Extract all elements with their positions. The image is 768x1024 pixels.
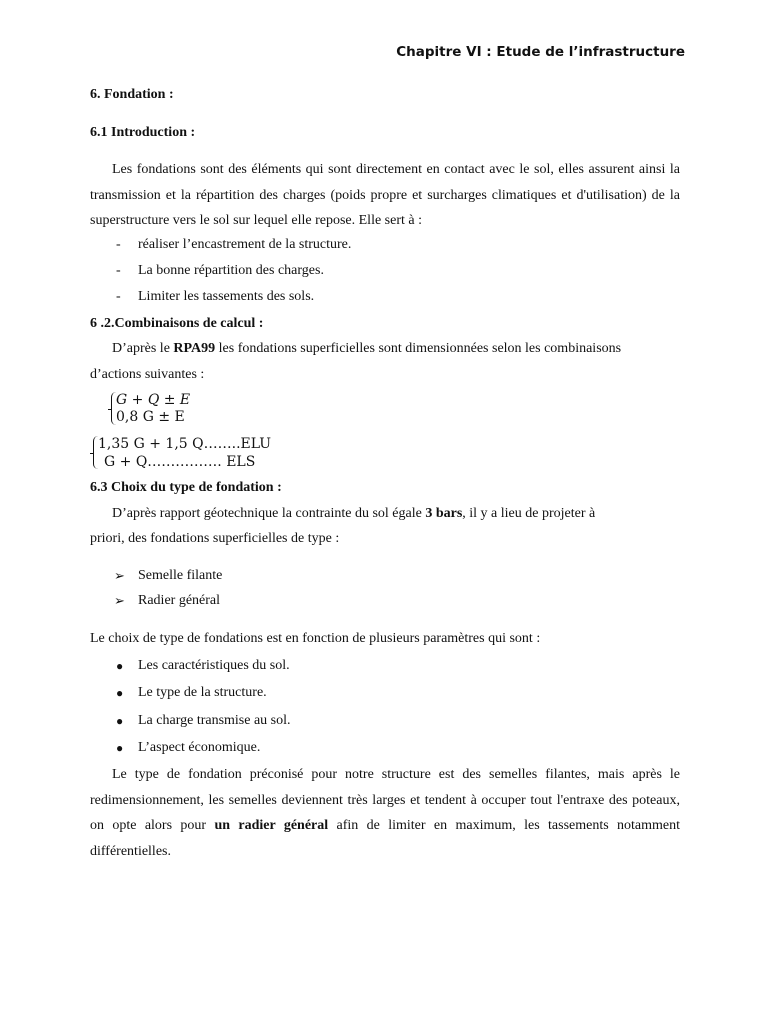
choix-text: , il y a lieu de projeter à bbox=[462, 506, 596, 521]
formula-g-q-e: G + Q ± E bbox=[116, 392, 191, 408]
section-title-fondation: 6. Fondation : bbox=[90, 87, 174, 102]
section-title-introduction: 6.1 Introduction : bbox=[90, 125, 196, 140]
conclusion-text: Le type de fondation préconisé pour notre structure est des semelles filantes, mais après le redimensionnement, les semelles deviennent très larges et tendent à occuper tout l'entraxe des poteaux, on opte alors pour bbox=[90, 767, 680, 833]
list-item-text: Semelle filante bbox=[138, 568, 223, 583]
list-item-text: Radier général bbox=[138, 593, 221, 608]
dash-marker: - bbox=[116, 263, 121, 278]
conclusion-text: afin de limiter en maximum, les tassements notamment différentielles. bbox=[90, 818, 681, 859]
chapter-header: Chapitre VI : Etude de l’infrastructure bbox=[396, 44, 685, 60]
combinaisons-paragraph-line2: d’actions suivantes : bbox=[90, 367, 205, 382]
dash-marker: - bbox=[116, 289, 121, 304]
formula-08g-e: 0,8 G ± E bbox=[116, 409, 185, 425]
arrow-bullet-icon: ➢ bbox=[114, 593, 125, 608]
conclusion-paragraph bbox=[90, 762, 680, 864]
combinaisons-paragraph-line1 bbox=[112, 341, 621, 357]
list-item-text: Le type de la structure. bbox=[138, 685, 267, 700]
list-item-text: L’aspect économique. bbox=[138, 740, 261, 755]
list-item-text: réaliser l’encastrement de la structure. bbox=[138, 237, 352, 252]
soil-stress-value: 3 bars bbox=[425, 506, 463, 521]
bullet-icon: ● bbox=[116, 659, 124, 673]
section-title-choix: 6.3 Choix du type de fondation : bbox=[90, 480, 282, 495]
list-item-text: Les caractéristiques du sol. bbox=[138, 658, 290, 673]
rpa99-reference: RPA99 bbox=[173, 341, 216, 356]
introduction-paragraph: Les fondations sont des éléments qui sont directement en contact avec le sol, elles assurent ainsi la transmission et la répartition des charges (poids propre et surcharges climatiques et d'utilisation) de la superstructure vers le sol sur lequel elle repose. Elle sert à : bbox=[90, 162, 680, 228]
combinaisons-text: les fondations superficielles sont dimensionnées selon les combinaisons bbox=[218, 341, 622, 356]
choix-paragraph-line2: priori, des fondations superficielles de type : bbox=[90, 531, 340, 546]
formula-elu: 1,35 G + 1,5 Q……..ELU bbox=[98, 436, 272, 452]
section-title-combinaisons: 6 .2.Combinaisons de calcul : bbox=[90, 316, 264, 331]
bullet-icon: ● bbox=[116, 714, 124, 728]
bullet-icon: ● bbox=[116, 741, 124, 755]
list-item-text: La bonne répartition des charges. bbox=[138, 263, 324, 278]
dash-marker: - bbox=[116, 237, 121, 252]
formula-els: G + Q……………. ELS bbox=[104, 454, 256, 470]
radier-general-emphasis: un radier général bbox=[214, 818, 329, 833]
choix-paragraph-line1 bbox=[112, 506, 595, 522]
combinaisons-text: D’après le bbox=[112, 341, 170, 356]
list-item-text: La charge transmise au sol. bbox=[138, 713, 291, 728]
list-item-text: Limiter les tassements des sols. bbox=[138, 289, 315, 304]
choix-text: D’après rapport géotechnique la contrainte du sol égale bbox=[112, 506, 422, 521]
choice-intro: Le choix de type de fondations est en fonction de plusieurs paramètres qui sont : bbox=[90, 631, 541, 646]
arrow-bullet-icon: ➢ bbox=[114, 568, 125, 583]
bullet-icon: ● bbox=[116, 686, 124, 700]
